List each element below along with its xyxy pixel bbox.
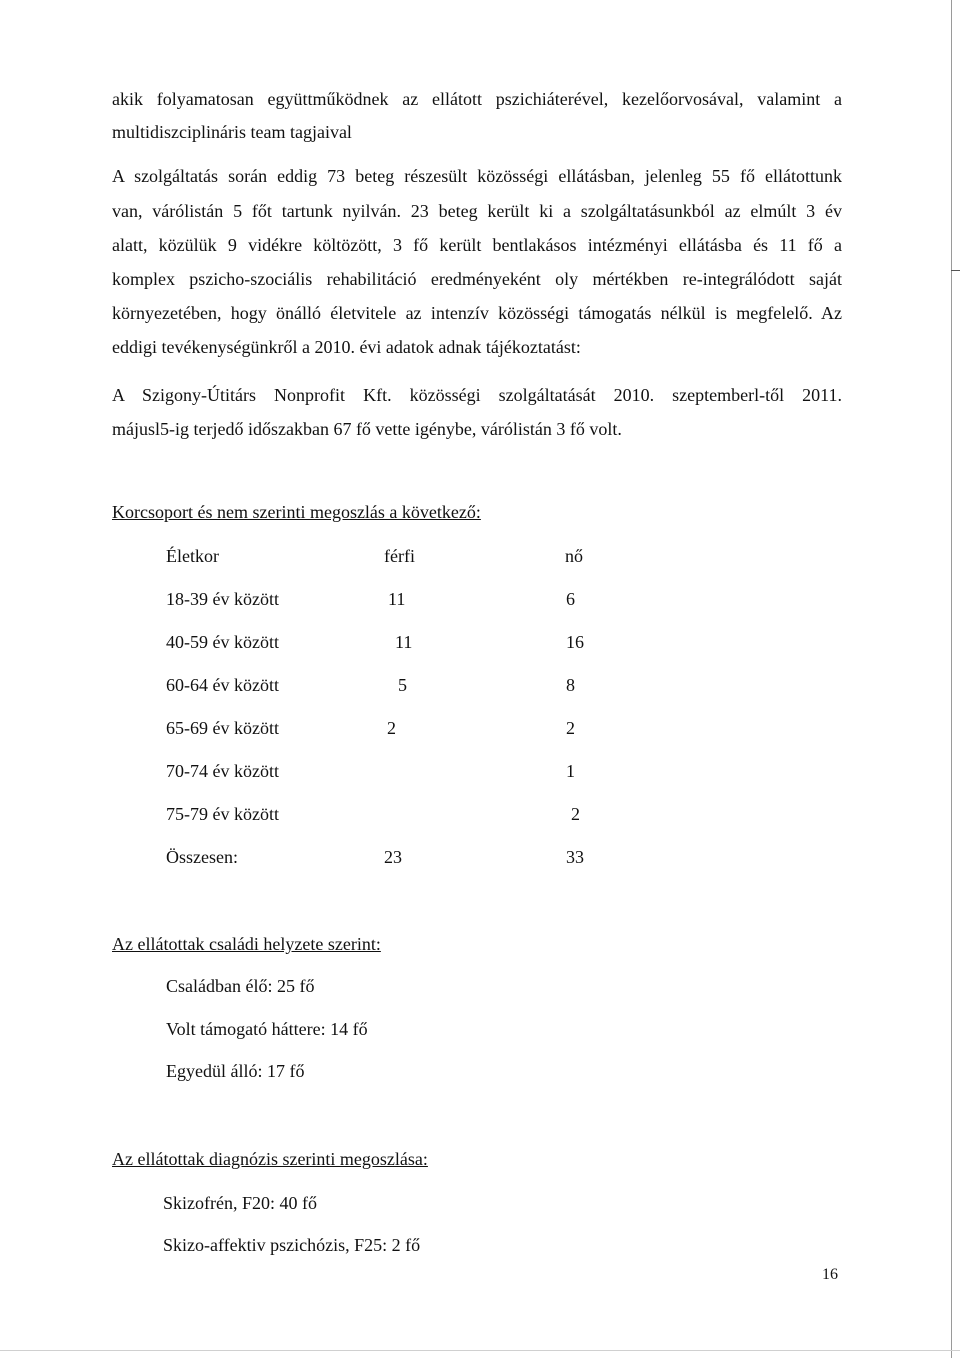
family-item: Családban élő: 25 fő (166, 976, 315, 996)
age-gender-heading: Korcsoport és nem szerinti megoszlás a következő: (112, 502, 481, 522)
intro-line: környezetében, hogy önálló életvitele az intenzív közösségi támogatás nélkül is megfelelő. Az (112, 303, 842, 323)
service-line: májusl5-ig terjedő időszakban 67 fő vette igénybe, várólistán 3 fő volt. (112, 419, 622, 439)
family-item: Egyedül álló: 17 fő (166, 1061, 305, 1081)
total-male: 23 (384, 847, 402, 867)
intro-line: multidiszciplináris team tagjaival (112, 122, 352, 142)
header-age: Életkor (166, 546, 219, 566)
page-edge-line (951, 0, 952, 1358)
intro-line: alatt, közülük 9 vidékre költözött, 3 fő került bentlakásos intézményi ellátásba és 11 fő a (112, 235, 842, 255)
total-female: 33 (566, 847, 584, 867)
row-male: 11 (388, 589, 406, 609)
page-edge-mark (951, 270, 960, 271)
diagnosis-heading: Az ellátottak diagnózis szerinti megoszlása: (112, 1149, 428, 1169)
row-male: 5 (398, 675, 407, 695)
row-age: 18-39 év között (166, 589, 279, 609)
header-female: nő (565, 546, 583, 566)
row-female: 16 (566, 632, 584, 652)
intro-line: eddigi tevékenységünkről a 2010. évi adatok adnak tájékoztatást: (112, 337, 581, 357)
family-item: Volt támogató háttere: 14 fő (166, 1019, 368, 1039)
row-age: 65-69 év között (166, 718, 279, 738)
row-male: 11 (395, 632, 413, 652)
row-age: 60-64 év között (166, 675, 279, 695)
row-male: 2 (387, 718, 396, 738)
diagnosis-item: Skizofrén, F20: 40 fő (163, 1193, 317, 1213)
page-bottom-border (0, 1350, 960, 1351)
row-age: 40-59 év között (166, 632, 279, 652)
intro-line: komplex pszicho-szociális rehabilitáció eredményeként oly mértékben re-integrálódott saját (112, 269, 842, 289)
row-female: 8 (566, 675, 575, 695)
family-heading: Az ellátottak családi helyzete szerint: (112, 934, 381, 954)
row-female: 2 (571, 804, 580, 824)
row-female: 6 (566, 589, 575, 609)
service-line: A Szigony-Útitárs Nonprofit Kft. közösségi szolgáltatását 2010. szeptemberl-től 2011. (112, 385, 842, 405)
intro-line: akik folyamatosan együttműködnek az ellátott pszichiáterével, kezelőorvosával, valamint a (112, 89, 842, 109)
intro-line: van, várólistán 5 főt tartunk nyilván. 23 beteg került ki a szolgáltatásunkból az elmúlt 3 év (112, 201, 842, 221)
row-age: 75-79 év között (166, 804, 279, 824)
row-age: 70-74 év között (166, 761, 279, 781)
intro-line: A szolgáltatás során eddig 73 beteg részesült közösségi ellátásban, jelenleg 55 fő ellátottunk (112, 166, 842, 186)
header-male: férfi (384, 546, 415, 566)
row-female: 1 (566, 761, 575, 781)
total-label: Összesen: (166, 847, 238, 867)
diagnosis-item: Skizo-affektiv pszichózis, F25: 2 fő (163, 1235, 421, 1255)
row-female: 2 (566, 718, 575, 738)
page-number: 16 (822, 1266, 838, 1283)
